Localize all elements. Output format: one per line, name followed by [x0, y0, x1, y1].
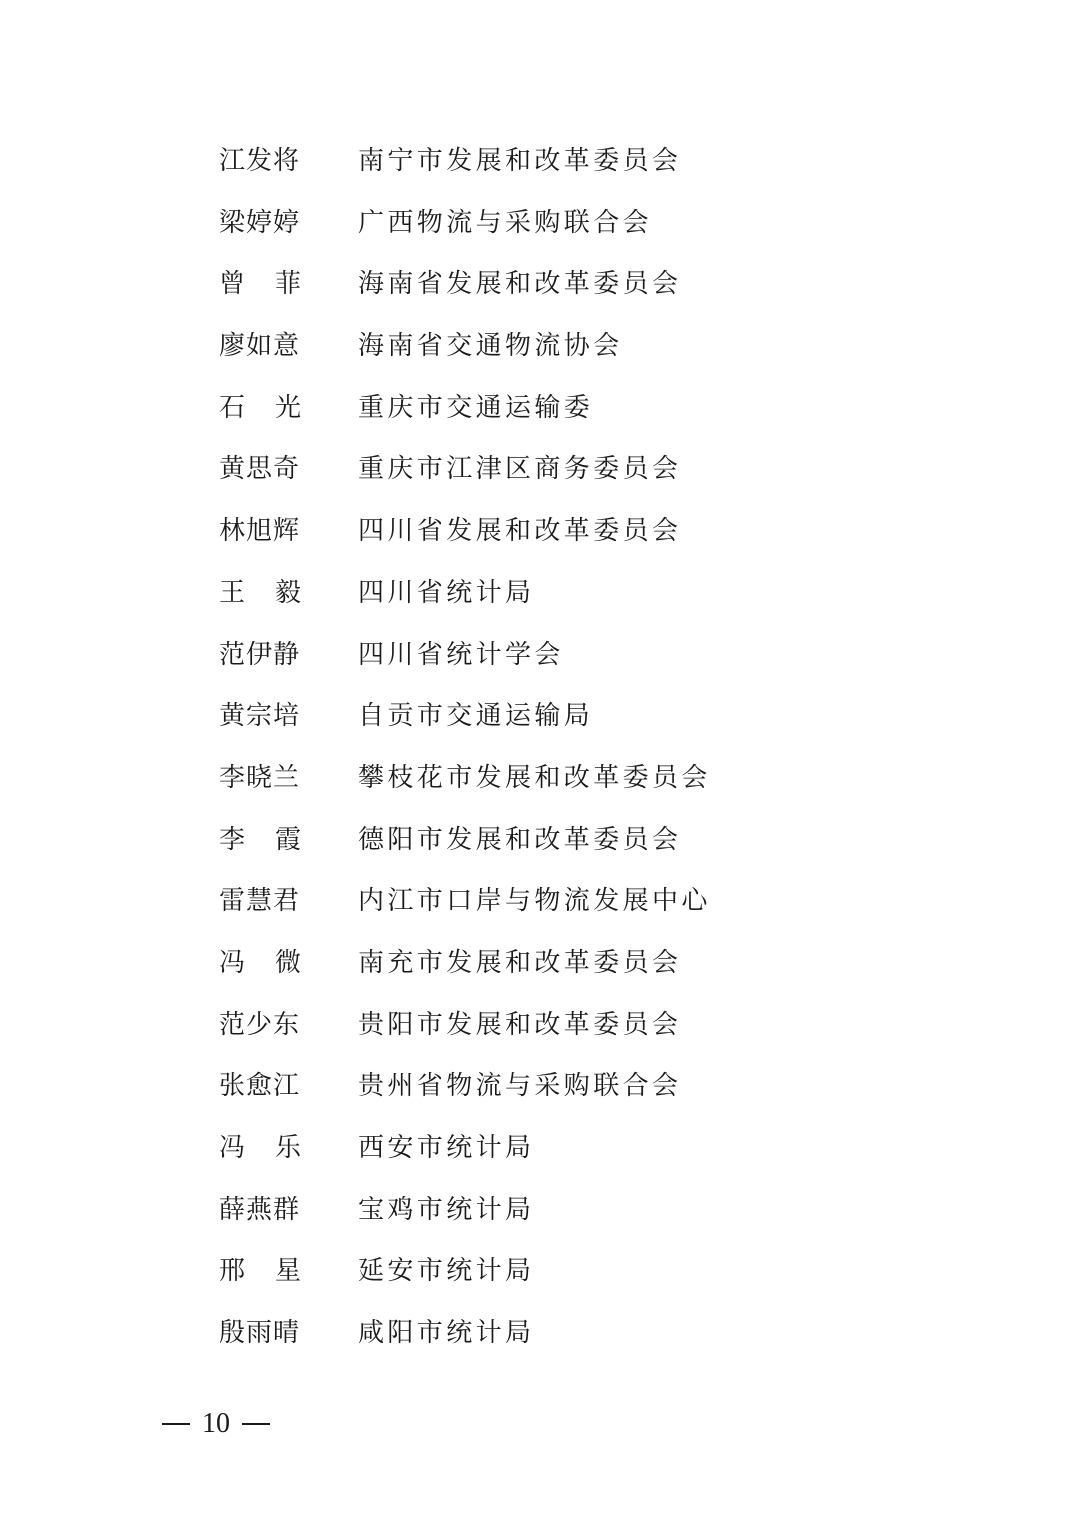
list-item: [0, 871, 1080, 933]
person-name: [219, 933, 301, 995]
page-footer: [162, 1406, 270, 1442]
list-item: [0, 131, 1080, 193]
given-name: 菲: [274, 269, 301, 300]
given-name: 乐: [274, 1133, 301, 1163]
organization-name: 西安市统计局: [358, 1133, 535, 1163]
given-name: 霞: [274, 824, 301, 855]
list-item: [0, 1241, 1080, 1303]
person-name: 范伊静: [219, 639, 301, 670]
surname: 冯: [219, 947, 246, 978]
organization-name: 四川省统计局: [358, 577, 535, 608]
surname: 王: [219, 577, 246, 608]
dash-right: [242, 1423, 270, 1425]
person-name: 李晓兰: [219, 762, 301, 793]
person-name: 林旭辉: [219, 516, 301, 547]
list-item: [0, 748, 1080, 810]
organization-name: 海南省发展和改革委员会: [358, 269, 682, 300]
list-item: [0, 563, 1080, 625]
list-item: [0, 1056, 1080, 1118]
page-number: 10: [202, 1408, 230, 1439]
organization-name: 四川省发展和改革委员会: [358, 516, 682, 547]
organization-name: 南充市发展和改革委员会: [358, 947, 682, 978]
given-name: 星: [274, 1256, 301, 1287]
surname: 李: [219, 824, 246, 855]
organization-name: 贵阳市发展和改革委员会: [358, 1009, 682, 1040]
person-name: 雷慧君: [219, 886, 301, 917]
organization-name: 四川省统计学会: [358, 639, 564, 670]
dash-left: [162, 1423, 190, 1425]
surname: 石: [219, 392, 246, 423]
organization-name: 攀枝花市发展和改革委员会: [358, 762, 711, 793]
person-name: 殷雨晴: [219, 1318, 301, 1349]
list-item: [0, 1180, 1080, 1242]
organization-name: 贵州省物流与采购联合会: [358, 1071, 682, 1102]
participant-list: [0, 131, 1080, 1365]
person-name: 江发将: [219, 146, 301, 176]
person-name: [219, 1118, 301, 1180]
list-item: [0, 810, 1080, 872]
person-name: 廖如意: [219, 331, 301, 362]
person-name: [219, 254, 301, 316]
person-name: [219, 1241, 301, 1303]
organization-name: 德阳市发展和改革委员会: [358, 824, 682, 855]
organization-name: 广西物流与采购联合会: [358, 207, 653, 238]
person-name: 黄宗培: [219, 701, 301, 732]
list-item: [0, 193, 1080, 255]
surname: 冯: [219, 1133, 246, 1163]
organization-name: 南宁市发展和改革委员会: [358, 146, 682, 176]
organization-name: 重庆市交通运输委: [358, 392, 594, 423]
person-name: 张愈江: [219, 1071, 301, 1102]
organization-name: 重庆市江津区商务委员会: [358, 454, 682, 485]
list-item: [0, 501, 1080, 563]
person-name: 范少东: [219, 1009, 301, 1040]
list-item: [0, 316, 1080, 378]
list-item: [0, 686, 1080, 748]
organization-name: 海南省交通物流协会: [358, 331, 623, 362]
person-name: [219, 810, 301, 872]
list-item: [0, 933, 1080, 995]
organization-name: 宝鸡市统计局: [358, 1194, 535, 1225]
list-item: [0, 254, 1080, 316]
list-item: [0, 995, 1080, 1057]
list-item: [0, 439, 1080, 501]
surname: 邢: [219, 1256, 246, 1287]
organization-name: 咸阳市统计局: [358, 1318, 535, 1349]
person-name: 黄思奇: [219, 454, 301, 485]
surname: 曾: [219, 269, 246, 300]
list-item: [0, 625, 1080, 687]
person-name: [219, 563, 301, 625]
organization-name: 自贡市交通运输局: [358, 701, 594, 732]
list-item: [0, 1118, 1080, 1180]
person-name: 梁婷婷: [219, 207, 301, 238]
person-name: [219, 378, 301, 440]
given-name: 微: [274, 947, 301, 978]
given-name: 毅: [274, 577, 301, 608]
list-item: [0, 378, 1080, 440]
given-name: 光: [274, 392, 301, 423]
organization-name: 内江市口岸与物流发展中心: [358, 886, 711, 917]
list-item: [0, 1303, 1080, 1365]
person-name: 薛燕群: [219, 1194, 301, 1225]
organization-name: 延安市统计局: [358, 1256, 535, 1287]
